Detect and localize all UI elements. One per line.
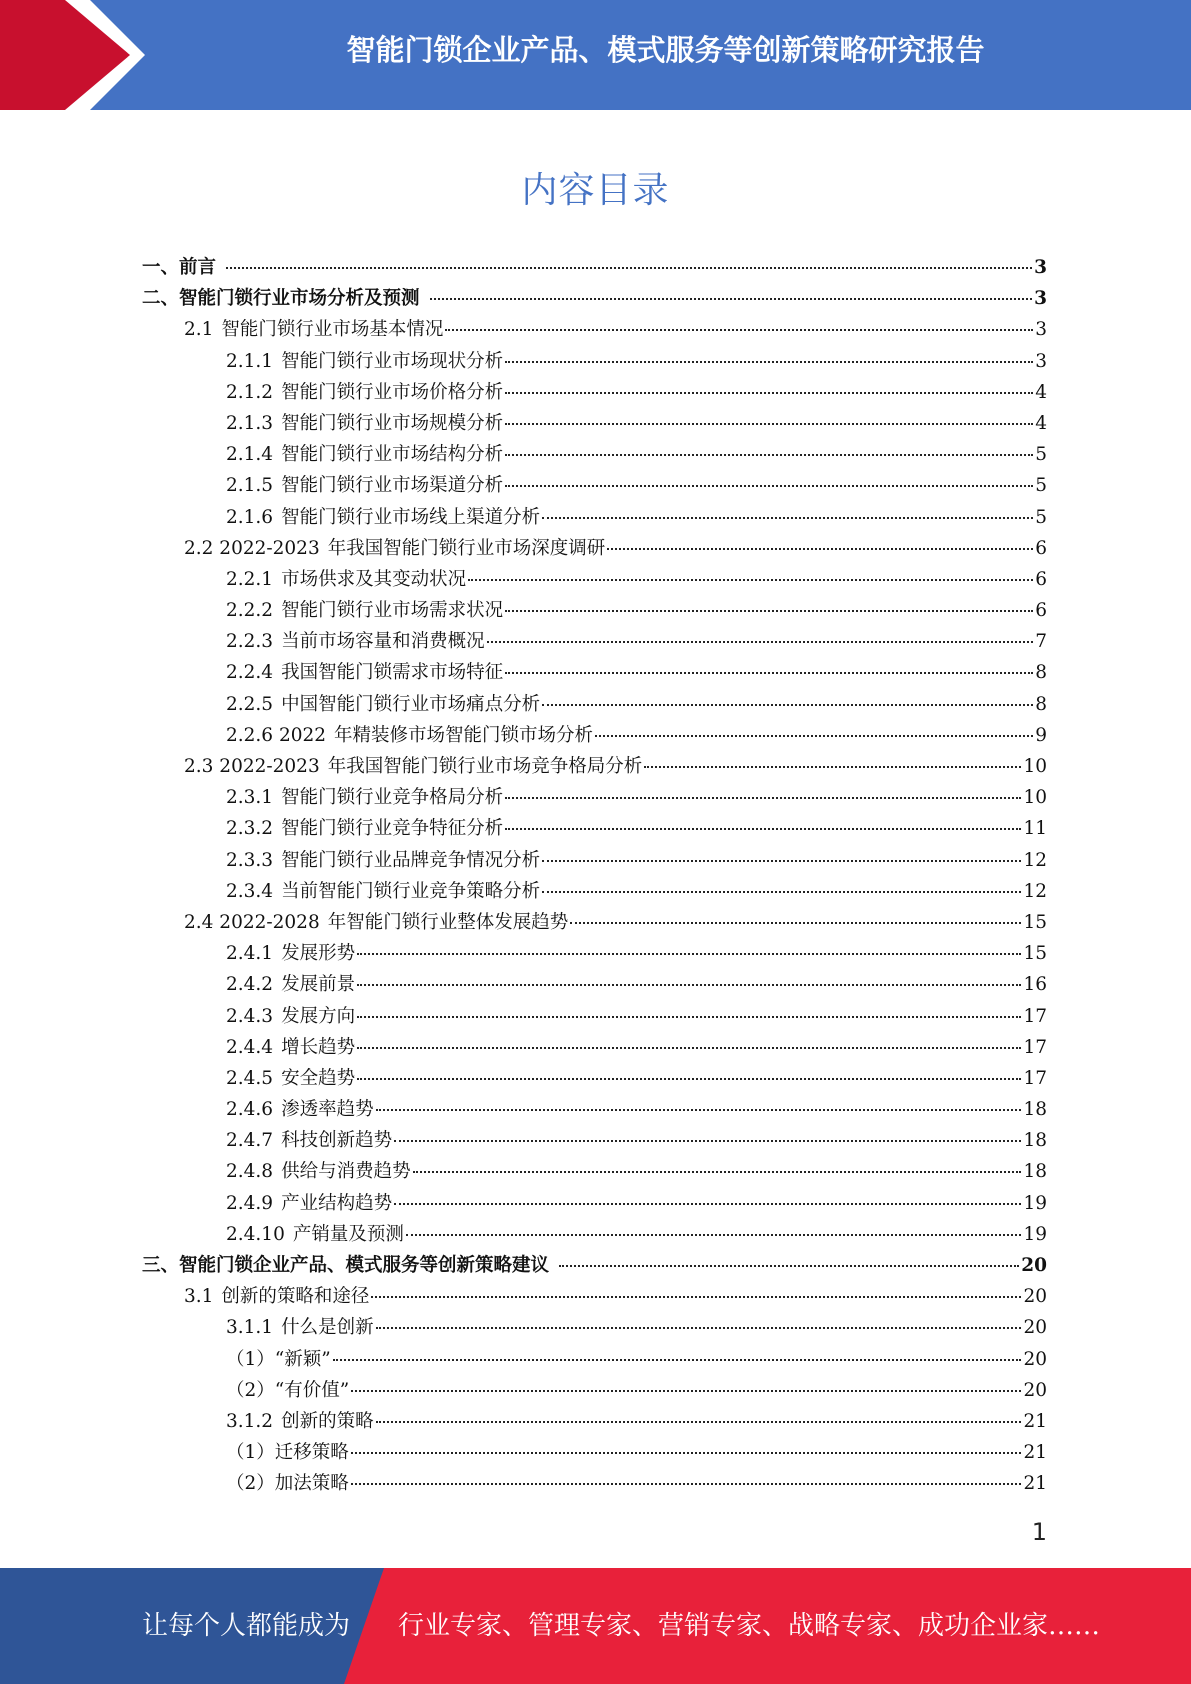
toc-entry-title: 创新的策略和途径 [221,1286,370,1308]
toc-dot-leader [505,423,1033,425]
toc-entry-title: 产销量及预测 [292,1223,404,1245]
toc-dot-leader [357,1016,1021,1018]
toc-entry-title: 智能门锁行业竞争格局分析 [281,787,504,809]
toc-entry[interactable] [142,534,1047,565]
toc-entry[interactable] [142,596,1047,627]
toc-entry-page: 20 [1023,1379,1047,1401]
toc-entry[interactable] [142,658,1047,689]
toc-heading: 内容目录 [521,170,670,211]
footer-slogan-left: 让每个人都能成为 [142,1611,351,1641]
toc-entry-number: 2.1.5 [226,475,274,497]
toc-entry[interactable] [142,1407,1047,1438]
toc-entry-number: 2.4.7 [226,1130,274,1152]
toc-entry-number: 2.2.6 2022 [226,724,327,746]
toc-entry-page: 16 [1023,974,1047,996]
toc-dot-leader [505,392,1033,394]
toc-dot-leader [351,1483,1022,1485]
toc-entry-title: 发展形势 [281,943,356,965]
toc-entry[interactable] [142,1469,1047,1500]
toc-entry-title: 创新的策略 [281,1410,374,1432]
toc-entry[interactable] [142,1126,1047,1157]
toc-entry-number: 2.3 2022-2023 [184,756,320,777]
toc-entry[interactable] [142,409,1047,440]
toc-dot-leader [394,1203,1021,1205]
toc-entry-page: 9 [1035,724,1047,746]
toc-dot-leader [505,797,1021,799]
toc-entry-number: 2.2.5 [226,693,274,715]
toc-entry[interactable] [142,1002,1047,1033]
toc-entry-number: 2.4.10 [226,1223,285,1245]
toc-entry[interactable] [142,1220,1047,1251]
header-chevron-icon [0,0,160,110]
footer-slogan-right: 行业专家、管理专家、营销专家、战略专家、成功企业家…… [398,1611,1101,1641]
toc-dot-leader [357,984,1021,986]
toc-entry-number: 2.4.8 [226,1161,274,1183]
toc-entry-number: 2.4.9 [226,1192,274,1214]
toc-entry[interactable] [142,315,1047,346]
toc-dot-leader [595,735,1033,737]
toc-entry-page: 10 [1023,756,1047,777]
toc-entry-title: “有价值” [274,1379,350,1401]
toc-entry-page: 20 [1023,1348,1047,1370]
toc-entry-page: 17 [1023,1036,1047,1058]
toc-entry-page: 4 [1035,381,1047,403]
toc-entry-page: 20 [1023,1317,1047,1339]
toc-entry[interactable] [142,1438,1047,1469]
toc-entry-number: 2.1.2 [226,381,274,403]
toc-entry-number: 2.1.1 [226,350,274,372]
toc-entry-number: 2.3.2 [226,818,274,840]
toc-dot-leader [559,1265,1019,1267]
toc-entry-page: 17 [1023,1005,1047,1027]
toc-entry-number: 2.4.1 [226,943,274,965]
toc-entry-number: 2.4.5 [226,1067,274,1089]
toc-dot-leader [376,1327,1022,1329]
toc-entry[interactable] [142,1033,1047,1064]
toc-entry[interactable] [142,814,1047,845]
toc-entry-page: 5 [1035,444,1047,466]
toc-entry-title: 当前市场容量和消费概况 [281,631,485,653]
toc-entry-number: 2.2.1 [226,568,274,590]
toc-entry[interactable] [142,1251,1047,1282]
toc-entry[interactable] [142,347,1047,378]
toc-entry-page: 20 [1023,1286,1047,1308]
toc-dot-leader [357,953,1021,955]
toc-entry-page: 3 [1035,350,1047,372]
toc-entry-page: 21 [1023,1410,1047,1432]
toc-dot-leader [376,1109,1022,1111]
toc-entry-number: 2.2.3 [226,631,274,653]
table-of-contents [142,253,1047,1501]
toc-entry[interactable] [142,877,1047,908]
toc-dot-leader [357,1078,1021,1080]
toc-entry[interactable] [142,1282,1047,1313]
toc-entry-title: 发展前景 [281,974,356,996]
toc-entry-title: 智能门锁行业市场需求状况 [281,600,504,622]
toc-entry-title: 智能门锁行业市场价格分析 [281,381,504,403]
toc-dot-leader [376,1421,1022,1423]
toc-dot-leader [542,860,1021,862]
toc-entry[interactable] [142,1345,1047,1376]
page-header [0,0,1191,110]
toc-entry-page: 18 [1023,1161,1047,1183]
toc-entry-title: 智能门锁行业市场线上渠道分析 [281,506,541,528]
toc-dot-leader [430,298,1033,300]
toc-entry-title: 中国智能门锁行业市场痛点分析 [281,693,541,715]
toc-entry[interactable] [142,471,1047,502]
toc-dot-leader [413,1171,1022,1173]
toc-entry-page: 3 [1034,288,1047,310]
toc-dot-leader [505,610,1033,612]
toc-entry-title: “新颖” [274,1348,331,1370]
toc-entry-page: 19 [1023,1223,1047,1245]
toc-entry[interactable] [142,690,1047,721]
toc-entry-title: 年智能门锁行业整体发展趋势 [327,911,569,933]
toc-dot-leader [445,329,1033,331]
toc-entry-number: 2.2 2022-2023 [184,537,320,559]
toc-entry-page: 7 [1035,631,1047,653]
toc-entry[interactable] [142,846,1047,877]
toc-entry-page: 12 [1023,849,1047,871]
toc-entry-title: 智能门锁行业竞争特征分析 [281,818,504,840]
toc-entry[interactable] [142,721,1047,752]
toc-entry-page: 17 [1023,1067,1047,1089]
toc-entry[interactable] [142,627,1047,658]
toc-dot-leader [542,704,1033,706]
toc-entry-title: 我国智能门锁需求市场特征 [281,662,504,684]
toc-entry-title: 年精装修市场智能门锁市场分析 [334,724,594,746]
toc-dot-leader [607,548,1033,550]
toc-dot-leader [505,485,1033,487]
toc-entry-number: 2.1.3 [226,412,274,434]
toc-entry-title: 智能门锁行业市场渠道分析 [281,475,504,497]
toc-entry[interactable] [142,970,1047,1001]
toc-entry[interactable] [142,440,1047,471]
toc-entry-number: 2.4.3 [226,1005,274,1027]
toc-entry-title: 迁移策略 [274,1442,349,1464]
toc-entry-number: 2.4.4 [226,1036,274,1058]
toc-entry-number: 2.4.2 [226,974,274,996]
toc-entry-number: （2） [226,1379,275,1401]
toc-dot-leader [505,828,1021,830]
toc-entry-page: 11 [1023,818,1047,840]
toc-entry-page: 21 [1023,1442,1047,1464]
toc-dot-leader [357,1047,1021,1049]
toc-dot-leader [570,922,1021,924]
toc-dot-leader [226,267,1032,269]
toc-entry-page: 6 [1035,568,1047,590]
toc-entry[interactable] [142,1064,1047,1095]
toc-dot-leader [351,1390,1021,1392]
toc-dot-leader [505,672,1033,674]
toc-entry-title: 增长趋势 [281,1036,356,1058]
toc-entry-number: 2.3.1 [226,787,274,809]
toc-entry-page: 20 [1021,1255,1047,1276]
toc-entry-number: 2.4.6 [226,1099,274,1121]
toc-dot-leader [371,1296,1021,1298]
toc-entry-number: 2.3.3 [226,849,274,871]
toc-entry-title: 供给与消费趋势 [281,1161,411,1183]
toc-dot-leader [505,454,1033,456]
toc-entry[interactable] [142,1095,1047,1126]
toc-entry-title: 加法策略 [274,1473,349,1495]
toc-entry-page: 10 [1023,787,1047,809]
toc-entry[interactable] [142,783,1047,814]
toc-entry-title: 产业结构趋势 [281,1192,393,1214]
toc-entry-title: 智能门锁行业品牌竞争情况分析 [281,849,541,871]
toc-entry-title: 年我国智能门锁行业市场竞争格局分析 [327,756,643,777]
toc-entry[interactable] [142,284,1047,315]
toc-entry-title: 什么是创新 [281,1317,374,1339]
toc-entry-page: 4 [1035,412,1047,434]
toc-entry-page: 15 [1023,943,1047,965]
toc-entry-number: （1） [226,1348,275,1370]
toc-entry-number: 2.1.6 [226,506,274,528]
toc-dot-leader [351,1452,1022,1454]
page-footer [0,1568,1191,1684]
toc-entry[interactable] [142,378,1047,409]
toc-entry-number: 2.2.2 [226,600,274,622]
toc-entry-title: 智能门锁行业市场规模分析 [281,412,504,434]
toc-entry-page: 21 [1023,1473,1047,1495]
toc-entry[interactable] [142,565,1047,596]
toc-entry-number: 2.4 2022-2028 [184,911,320,933]
toc-entry-number: 3.1.2 [226,1410,274,1432]
toc-entry-page: 12 [1023,880,1047,902]
toc-entry-page: 5 [1035,475,1047,497]
toc-entry-page: 3 [1035,319,1047,341]
toc-entry-page: 5 [1035,506,1047,528]
toc-entry-title: 当前智能门锁行业竞争策略分析 [281,880,541,902]
toc-entry-title: 渗透率趋势 [281,1099,374,1121]
toc-dot-leader [644,766,1021,768]
toc-entry[interactable] [142,752,1047,783]
toc-dot-leader [406,1234,1022,1236]
toc-entry-page: 15 [1023,911,1047,933]
toc-entry[interactable] [142,1157,1047,1188]
toc-entry-page: 19 [1023,1192,1047,1214]
toc-entry-page: 18 [1023,1099,1047,1121]
page-number: 1 [1031,1518,1047,1546]
toc-entry-title: 发展方向 [281,1005,356,1027]
toc-entry[interactable] [142,939,1047,970]
toc-dot-leader [542,517,1033,519]
toc-entry-number: 2.1.4 [226,444,274,466]
toc-entry-title: 智能门锁行业市场基本情况 [221,319,444,341]
toc-entry[interactable] [142,253,1047,284]
toc-dot-leader [505,361,1033,363]
toc-entry-number: 3.1 [184,1286,214,1308]
toc-entry-page: 3 [1034,257,1047,278]
toc-entry-number: （1） [226,1442,275,1464]
toc-entry-number: 2.3.4 [226,880,274,902]
toc-dot-leader [333,1359,1022,1361]
toc-entry-page: 6 [1035,600,1047,622]
toc-entry[interactable] [142,1313,1047,1344]
toc-entry-page: 8 [1035,693,1047,715]
toc-entry[interactable] [142,908,1047,939]
report-title: 智能门锁企业产品、模式服务等创新策略研究报告 [346,33,985,67]
toc-entry[interactable] [142,1376,1047,1407]
toc-dot-leader [394,1140,1021,1142]
toc-entry-number: 一、前言 [142,257,217,278]
toc-entry-number: 二、智能门锁行业市场分析及预测 [142,288,420,310]
toc-entry-title: 科技创新趋势 [281,1130,393,1152]
toc-dot-leader [542,891,1021,893]
toc-entry[interactable] [142,1189,1047,1220]
toc-entry-title: 年我国智能门锁行业市场深度调研 [327,537,606,559]
toc-entry-number: 2.1 [184,319,214,341]
toc-entry-page: 6 [1035,537,1047,559]
toc-dot-leader [487,641,1034,643]
toc-entry-title: 智能门锁行业市场结构分析 [281,444,504,466]
toc-entry-number: 三、智能门锁企业产品、模式服务等创新策略建议 [142,1255,550,1276]
toc-entry-title: 安全趋势 [281,1067,356,1089]
toc-entry[interactable] [142,503,1047,534]
toc-entry-title: 智能门锁行业市场现状分析 [281,350,504,372]
toc-entry-number: 2.2.4 [226,662,274,684]
toc-entry-page: 18 [1023,1130,1047,1152]
toc-dot-leader [468,579,1033,581]
toc-entry-page: 8 [1035,662,1047,684]
toc-entry-number: （2） [226,1473,275,1495]
toc-entry-title: 市场供求及其变动状况 [281,568,467,590]
toc-entry-number: 3.1.1 [226,1317,274,1339]
